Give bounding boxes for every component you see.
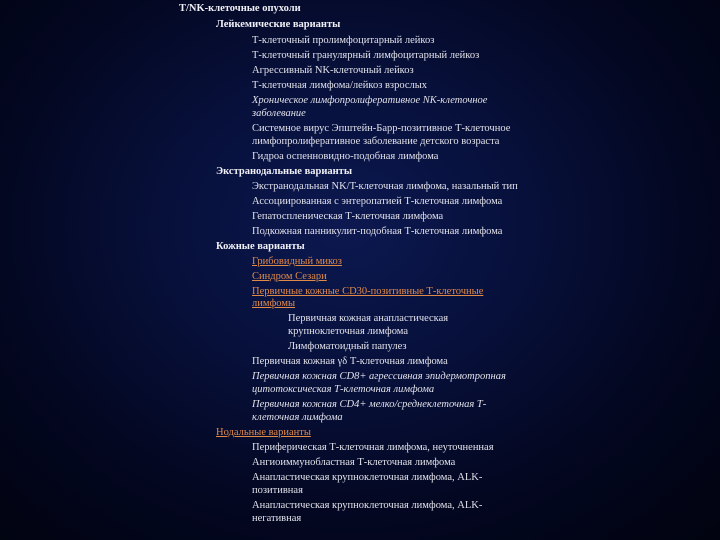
leukemic-item: Т-клеточный гранулярный лимфоцитарный лейкоз bbox=[252, 50, 480, 61]
nodal-item: Периферическая Т-клеточная лимфома, неуточненная bbox=[252, 442, 494, 453]
mycosis-fungoides-link[interactable]: Грибовидный микоз bbox=[252, 256, 342, 267]
cd30-lymphoma-link-cont[interactable]: лимфомы bbox=[252, 298, 296, 309]
leukemic-ebv-item-cont: лимфопролиферативное заболевание детского возраста bbox=[252, 136, 500, 147]
cutaneous-italic-item-cont: цитотоксическая Т-клеточная лимфома bbox=[252, 384, 435, 395]
extranodal-item: Ассоциированная с энтеропатией Т-клеточная лимфома bbox=[252, 196, 503, 207]
nodal-item: Ангиоиммунобластная Т-клеточная лимфома bbox=[252, 457, 456, 468]
leukemic-item: Т-клеточная лимфома/лейкоз взрослых bbox=[252, 80, 428, 91]
cutaneous-italic-item-cont: клеточная лимфома bbox=[252, 412, 343, 423]
extranodal-item: Подкожная панникулит-подобная Т-клеточная лимфома bbox=[252, 226, 503, 237]
cutaneous-italic-item: Первичная кожная CD4+ мелко/среднеклеточная Т- bbox=[252, 399, 487, 410]
nodal-item-cont: позитивная bbox=[252, 485, 303, 496]
nodal-item: Анапластическая крупноклеточная лимфома, ALK- bbox=[252, 500, 483, 511]
cd30-lymphoma-link[interactable]: Первичные кожные CD30-позитивные Т-клеточные bbox=[252, 286, 484, 297]
cutaneous-subitem: Лимфоматоидный папулез bbox=[288, 341, 407, 352]
slide-title: T/NK-клеточные опухоли bbox=[179, 3, 301, 14]
nodal-item-cont: негативная bbox=[252, 513, 302, 524]
sezary-syndrome-link[interactable]: Синдром Сезари bbox=[252, 271, 327, 282]
cutaneous-subitem: Первичная кожная анапластическая bbox=[288, 313, 449, 324]
leukemic-heading: Лейкемические варианты bbox=[216, 19, 341, 30]
extranodal-heading: Экстранодальные варианты bbox=[216, 166, 353, 177]
nodal-item: Анапластическая крупноклеточная лимфома, ALK- bbox=[252, 472, 483, 483]
cutaneous-subitem-cont: крупноклеточная лимфома bbox=[288, 326, 408, 337]
cutaneous-heading: Кожные варианты bbox=[216, 241, 305, 252]
extranodal-item: Экстранодальная NK/T-клеточная лимфома, назальный тип bbox=[252, 181, 518, 192]
leukemic-italic-item: Хроническое лимфопролиферативное NK-клеточное bbox=[252, 95, 488, 106]
cutaneous-italic-item: Первичная кожная CD8+ агрессивная эпидермотропная bbox=[252, 371, 506, 382]
leukemic-item: Т-клеточный пролимфоцитарный лейкоз bbox=[252, 35, 435, 46]
extranodal-item: Гепатоспленическая Т-клеточная лимфома bbox=[252, 211, 444, 222]
nodal-heading-link[interactable]: Нодальные варианты bbox=[216, 427, 311, 438]
leukemic-item: Агрессивный NK-клеточный лейкоз bbox=[252, 65, 414, 76]
cutaneous-item: Первичная кожная γδ Т-клеточная лимфома bbox=[252, 356, 448, 367]
leukemic-italic-item-cont: заболевание bbox=[252, 108, 306, 119]
leukemic-item: Гидроа оспенновидно-подобная лимфома bbox=[252, 151, 439, 162]
leukemic-ebv-item: Системное вирус Эпштейн-Барр-позитивное Т-клеточное bbox=[252, 123, 511, 134]
